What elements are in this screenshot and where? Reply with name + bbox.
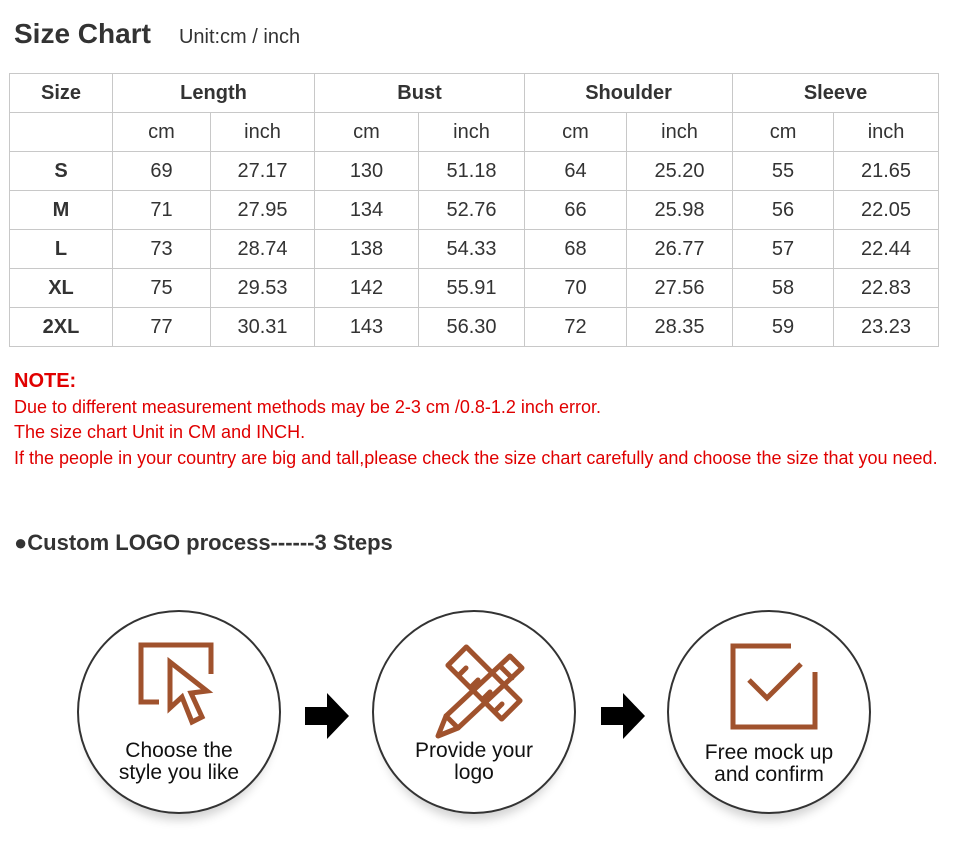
table-cell: 26.77 (627, 230, 733, 269)
table-subheader-row (10, 113, 939, 152)
header-shoulder: Shoulder (525, 74, 733, 113)
subheader-cell: inch (627, 113, 733, 152)
subheader-cell: inch (211, 113, 315, 152)
table-cell: 66 (525, 191, 627, 230)
size-cell: M (10, 191, 113, 230)
note-line: If the people in your country are big and tall,please check the size chart carefully and choose the size that you need. (14, 447, 938, 468)
table-cell: 75 (113, 269, 211, 308)
table-row (10, 191, 939, 230)
table-cell: 56.30 (419, 308, 525, 347)
step-provide-logo (372, 610, 576, 814)
header-sleeve: Sleeve (733, 74, 939, 113)
table-cell: 27.17 (211, 152, 315, 191)
step-label: Provide your logo (415, 739, 533, 784)
table-cell: 21.65 (834, 152, 939, 191)
subheader-cell: cm (525, 113, 627, 152)
step-choose-style (77, 610, 281, 814)
table-cell: 68 (525, 230, 627, 269)
table-cell: 57 (733, 230, 834, 269)
size-cell: S (10, 152, 113, 191)
size-cell: L (10, 230, 113, 269)
table-cell: 58 (733, 269, 834, 308)
table-cell: 25.20 (627, 152, 733, 191)
table-cell: 138 (315, 230, 419, 269)
table-cell: 130 (315, 152, 419, 191)
header-length: Length (113, 74, 315, 113)
note-block (14, 369, 944, 471)
subheader-cell: cm (733, 113, 834, 152)
size-cell: 2XL (10, 308, 113, 347)
table-cell: 22.05 (834, 191, 939, 230)
size-cell: XL (10, 269, 113, 308)
table-cell: 51.18 (419, 152, 525, 191)
note-title: NOTE: (14, 370, 77, 392)
table-cell: 29.53 (211, 269, 315, 308)
table-row (10, 308, 939, 347)
table-cell: 71 (113, 191, 211, 230)
header-bust: Bust (315, 74, 525, 113)
table-cell: 56 (733, 191, 834, 230)
table-cell: 70 (525, 269, 627, 308)
size-table (9, 73, 939, 347)
table-row (10, 230, 939, 269)
page-title: Size Chart (14, 18, 151, 49)
subheader-cell: inch (834, 113, 939, 152)
table-cell: 142 (315, 269, 419, 308)
header-size: Size (10, 74, 113, 113)
table-cell: 27.56 (627, 269, 733, 308)
table-cell: 143 (315, 308, 419, 347)
table-cell: 28.35 (627, 308, 733, 347)
table-cell: 77 (113, 308, 211, 347)
logo-process-title: ●Custom LOGO process------3 Steps (14, 530, 393, 555)
table-cell: 52.76 (419, 191, 525, 230)
subheader-empty (10, 113, 113, 152)
subheader-cell: cm (113, 113, 211, 152)
table-cell: 55 (733, 152, 834, 191)
table-header-row (10, 74, 939, 113)
note-line: The size chart Unit in CM and INCH. (14, 422, 306, 442)
table-cell: 73 (113, 230, 211, 269)
table-cell: 25.98 (627, 191, 733, 230)
note-line: Due to different measurement methods may be 2-3 cm /0.8-1.2 inch error. (14, 396, 601, 417)
table-cell: 27.95 (211, 191, 315, 230)
arrow-right-icon (601, 693, 645, 739)
step-mockup-confirm (667, 610, 871, 814)
table-cell: 28.74 (211, 230, 315, 269)
table-cell: 22.83 (834, 269, 939, 308)
table-cell: 30.31 (211, 308, 315, 347)
table-row (10, 269, 939, 308)
step-label: Free mock up and confirm (704, 741, 834, 786)
table-cell: 69 (113, 152, 211, 191)
table-row (10, 152, 939, 191)
subheader-cell: inch (419, 113, 525, 152)
arrow-right-icon (305, 693, 349, 739)
table-cell: 54.33 (419, 230, 525, 269)
table-cell: 59 (733, 308, 834, 347)
table-cell: 22.44 (834, 230, 939, 269)
subheader-cell: cm (315, 113, 419, 152)
table-cell: 23.23 (834, 308, 939, 347)
table-cell: 72 (525, 308, 627, 347)
unit-label: Unit:cm / inch (178, 26, 301, 48)
step-label: Choose the style you like (118, 739, 240, 784)
table-cell: 55.91 (419, 269, 525, 308)
table-cell: 134 (315, 191, 419, 230)
table-cell: 64 (525, 152, 627, 191)
size-chart-header (14, 18, 300, 50)
